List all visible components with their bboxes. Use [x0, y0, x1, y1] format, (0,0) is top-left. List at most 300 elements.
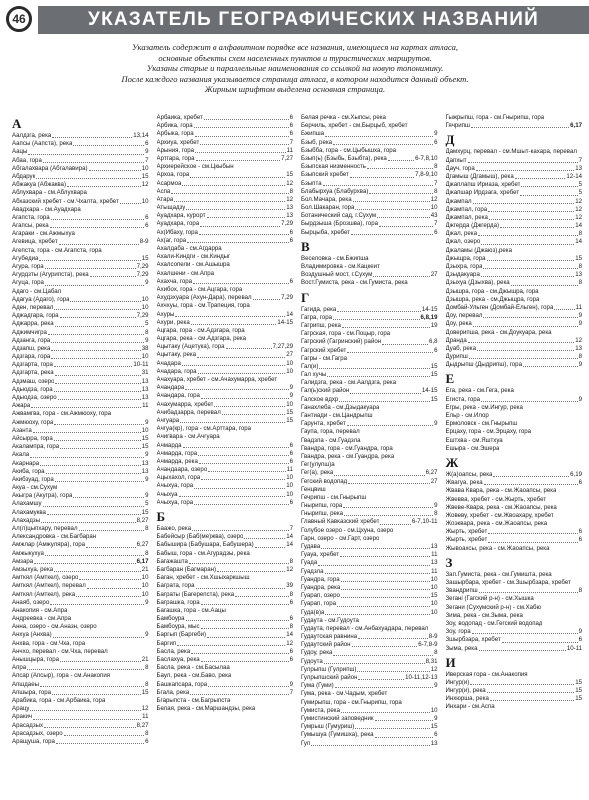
entry-page: 7	[578, 156, 582, 164]
entry-name: Агура, гора	[12, 263, 44, 270]
index-entry	[12, 378, 149, 386]
dot-leader	[194, 499, 288, 505]
dot-leader	[180, 417, 285, 423]
entry-page: 15	[286, 416, 293, 424]
index-entry	[301, 641, 438, 649]
entry-name: Баул, река - см.Баво, река	[156, 672, 232, 680]
entry-name: Ахури, река	[156, 318, 190, 326]
dot-leader	[344, 510, 433, 516]
dot-leader	[89, 165, 141, 171]
entry-page: 10	[286, 359, 293, 367]
entry-page: 9	[578, 312, 582, 320]
section-letter: Ж	[445, 454, 459, 470]
index-entry	[446, 404, 583, 412]
dot-leader	[481, 396, 578, 402]
dot-leader	[199, 458, 289, 464]
index-entry	[12, 541, 149, 549]
entry-name: Амжлар (Амжулярa), гора	[12, 541, 86, 549]
entry-name: Авадхара - см.Ауадхара	[12, 205, 81, 213]
entry-name: Гудаутская равнина	[301, 633, 358, 641]
entry-name: Анчхо, перевал - см.Чха, перевал	[12, 647, 108, 655]
entry-page: 12	[286, 179, 293, 187]
dot-leader	[348, 478, 430, 484]
entry-page: 10	[141, 164, 149, 172]
index-entry	[12, 337, 149, 345]
entry-name: Басла, река	[156, 647, 191, 655]
intro-line: После каждого названия указывается страница атласа, в котором находится данный объект.	[121, 73, 469, 84]
dot-leader	[208, 466, 285, 472]
entry-name: Бол.Шакаран, гора	[301, 204, 355, 212]
index-entry	[446, 329, 583, 337]
entry-name: Аапсы (Аапста), река	[12, 140, 73, 148]
entry-name: Дзыхра, гора	[445, 263, 483, 270]
entry-name: Акыгра (Акугра), гора	[12, 492, 73, 500]
entry-name: Ахали-Киндги - см.Киндыг	[156, 253, 231, 261]
dot-leader	[380, 518, 410, 524]
entry-name: Галское вдхр	[301, 395, 339, 403]
entry-name: Ахахча, гора	[156, 277, 193, 285]
entry-page: 13	[286, 204, 293, 212]
entry-page: 10	[286, 482, 293, 490]
entry-name: Баслахуа, река	[156, 656, 200, 663]
index-entry	[301, 592, 438, 600]
entry-name: Гуада	[301, 559, 318, 567]
dot-leader	[477, 345, 574, 351]
entry-name: Джал, озеро	[445, 238, 481, 246]
entry-page: 15	[286, 408, 293, 416]
index-entry	[446, 479, 583, 487]
index-entry	[157, 163, 294, 171]
index-entry	[157, 591, 294, 599]
entry-page: 5	[145, 320, 149, 328]
entry-name: Гумиста, река	[301, 706, 340, 714]
entry-name: Зоу, водопад - см.Гегский водопад	[445, 619, 543, 627]
entry-page: 13	[141, 377, 149, 385]
entry-page: 14	[575, 238, 582, 246]
index-entry	[446, 695, 583, 703]
entry-page: 8	[434, 649, 438, 657]
entry-page: 10	[141, 574, 149, 582]
index-entry	[12, 599, 149, 607]
entry-page: 15	[141, 172, 149, 180]
index-entry	[157, 368, 294, 376]
dot-leader	[195, 130, 289, 136]
entry-page: 5	[578, 189, 582, 197]
index-entry	[12, 574, 149, 582]
entry-name: Гаупа, гора, перевал	[301, 428, 360, 436]
entry-name: Амзыхуа, река	[12, 565, 54, 573]
entry-page: 9	[289, 392, 293, 400]
entry-name: Анаяб, озеро	[12, 598, 50, 606]
index-entry	[12, 214, 149, 222]
entry-name: Бырцыба, хребет	[301, 228, 350, 236]
entry-name: Гарунта, хребет	[301, 420, 346, 428]
entry-name: Арыния, гора	[156, 146, 195, 154]
entry-name: Акарнара	[12, 459, 40, 467]
entry-page: 11	[286, 466, 293, 474]
entry-page: 6-7,8-9	[418, 641, 438, 649]
index-entry	[446, 189, 583, 197]
entry-page: 7,29	[136, 312, 149, 320]
entry-name: Егиста, гора	[445, 395, 480, 403]
entry-name: Зима, река - см.Зыма, река	[445, 611, 523, 619]
entry-name: Агапста, гора	[12, 213, 50, 221]
entry-page: 15	[575, 254, 582, 262]
entry-name: Андреевка - см.Апра	[12, 615, 72, 623]
entry-name: Зегани (Сухумский р-н) - см.Хабю	[445, 603, 542, 611]
index-entry	[12, 533, 149, 541]
entry-name: Ачандара	[156, 384, 185, 392]
index-entry	[12, 484, 149, 492]
dot-leader	[36, 173, 140, 179]
index-entry	[12, 656, 149, 664]
entry-page: 7,29	[281, 220, 293, 228]
dot-leader	[90, 271, 136, 277]
entry-name: Жоэкварa, река - см.Жаоапсы, река	[445, 520, 548, 528]
entry-name: Гвадзла - см.Гуадзла	[301, 436, 361, 444]
entry-name: Галидзга, река - см.Аалдзга, река	[301, 379, 397, 387]
index-entry	[301, 122, 438, 130]
dot-leader	[87, 582, 141, 588]
dot-leader	[487, 255, 575, 261]
dot-leader	[40, 681, 144, 687]
entry-name: Инхюрша, река	[445, 695, 489, 703]
entry-name: Гуарап, озеро	[301, 592, 340, 600]
entry-name: Егры, река - см.Ингур, река	[445, 403, 523, 411]
entry-page: 6	[145, 140, 149, 148]
entry-name: Амжыкухуа	[12, 549, 44, 557]
dot-leader	[30, 705, 140, 711]
entry-page: 14	[286, 631, 293, 639]
entry-page: 13	[430, 739, 438, 747]
entry-name: Апшдаеы	[12, 680, 39, 688]
dot-leader	[52, 689, 141, 695]
entry-name: Бгарыпста - см.Багрыпста	[156, 696, 231, 704]
entry-page: 15	[141, 254, 149, 262]
dot-leader	[321, 543, 429, 549]
index-entry	[12, 173, 149, 181]
index-entry	[12, 148, 149, 156]
entry-name: Адзгарта, гора	[12, 361, 53, 369]
entry-name: Ахалсопели - см.Ашышра	[156, 261, 230, 269]
entry-page: 8	[289, 623, 293, 631]
index-entry	[157, 188, 294, 196]
dot-leader	[347, 420, 433, 426]
index-entry	[446, 271, 583, 279]
index-entry	[446, 636, 583, 644]
entry-name: Бзыпта	[301, 179, 322, 187]
index-entry	[12, 353, 149, 361]
entry-name: Ганахлеба - см.Дзыдакуара	[301, 403, 380, 411]
dot-leader	[520, 189, 577, 195]
dot-leader	[50, 599, 144, 605]
entry-name: Аспа	[156, 187, 171, 195]
entry-page: 15	[575, 687, 582, 695]
entry-page: 10	[286, 400, 293, 408]
entry-name: Абгалахвара (Абгалавира)	[12, 164, 88, 172]
index-entry	[301, 171, 438, 179]
entry-name: Апра	[12, 664, 27, 672]
entry-page: 6	[434, 731, 438, 739]
entry-page: 12	[141, 181, 149, 189]
entry-name: Доу, река	[445, 320, 472, 328]
section-letter: З	[445, 554, 453, 570]
index-columns	[8, 114, 586, 798]
entry-name: Агепста, гора - см.Агапста, гора	[12, 246, 102, 254]
dot-leader	[195, 147, 286, 153]
entry-name: Джапшар Ирдзага, хребет	[445, 189, 520, 197]
index-entry	[12, 672, 149, 680]
entry-name: Акуа - см.Сухум	[12, 484, 58, 492]
entry-name: Адзапш, река	[12, 344, 51, 352]
dot-leader	[484, 479, 578, 485]
entry-name: Ахчхуы, гора - см.Трапеция, гора	[156, 302, 250, 310]
index-entry	[301, 220, 438, 228]
entry-page: 6	[289, 457, 293, 465]
index-entry	[446, 437, 583, 445]
entry-name: Ах(аг, гора	[156, 236, 187, 244]
entry-name: Голубое озеро - см.Цхуна, озеро	[301, 526, 394, 534]
entry-name: Гумистинский заповедник	[301, 714, 374, 722]
index-entry	[301, 130, 438, 138]
entry-name: Зашырбара, хребет - см.Зшырбзара, хребет	[445, 579, 571, 586]
dot-leader	[323, 180, 434, 186]
dot-leader	[481, 271, 574, 277]
entry-page: 10-11	[133, 361, 149, 369]
index-entry	[12, 345, 149, 353]
dot-leader	[27, 664, 144, 670]
dot-leader	[199, 229, 289, 235]
entry-name: Гума (Гуми)	[301, 682, 334, 690]
entry-page: 7,29	[136, 263, 149, 270]
entry-name: Басла, река - см.Басылаа	[156, 664, 230, 672]
index-entry	[157, 376, 294, 384]
index-entry	[157, 253, 294, 261]
dot-leader	[33, 713, 141, 719]
index-entry	[446, 263, 583, 271]
index-entry	[12, 664, 149, 672]
index-entry	[12, 402, 149, 410]
entry-name: Бабыш, гора - см.Агурадзы, река	[156, 549, 250, 557]
dot-leader	[55, 369, 141, 375]
index-entry	[157, 327, 294, 335]
entry-name: Ачибадзарра, перевал	[156, 408, 221, 416]
dot-leader	[40, 460, 141, 466]
dot-leader	[377, 212, 430, 218]
entry-page: 14	[575, 222, 582, 230]
entry-page: 6	[578, 528, 582, 536]
index-entry	[301, 196, 438, 204]
index-entry	[301, 279, 438, 287]
entry-page: 15	[575, 678, 582, 686]
entry-page: 6	[289, 277, 293, 285]
entry-page: 43	[430, 212, 438, 220]
entry-page: 6	[289, 615, 293, 623]
index-entry	[12, 591, 149, 599]
entry-page: 14	[286, 533, 293, 541]
entry-name: Ацгара, река - см.Адзгара, река	[156, 335, 247, 343]
index-entry	[12, 713, 149, 721]
dot-leader	[479, 645, 566, 651]
entry-name: Звандрипш	[445, 587, 478, 595]
entry-name: Гуп	[301, 739, 311, 747]
entry-page: 10	[430, 575, 438, 583]
entry-name: Арбаика, хребет	[156, 114, 203, 121]
index-entry	[301, 139, 438, 147]
entry-name: Аацы	[12, 148, 28, 156]
entry-page: 6	[145, 737, 149, 745]
entry-page: 9	[578, 628, 582, 636]
title-banner	[38, 6, 589, 34]
entry-name: Ачгуара	[156, 416, 180, 424]
index-entry	[446, 520, 583, 528]
entry-page: 8	[145, 729, 149, 737]
entry-page: 8	[578, 587, 582, 595]
index-entry	[301, 428, 438, 436]
dot-leader	[339, 396, 429, 402]
entry-name: Баграшка, гора	[156, 598, 200, 606]
dot-leader	[469, 353, 578, 359]
entry-page: 9	[434, 714, 438, 722]
entry-page: 10	[141, 582, 149, 590]
entry-page: 8	[289, 590, 293, 598]
dot-leader	[341, 592, 430, 598]
entry-name: Гвандра, гора - см.Гуандра, гора	[301, 444, 393, 452]
entry-page: 8-9	[428, 633, 438, 641]
entry-page: 15	[141, 508, 149, 516]
entry-page: 9	[145, 475, 149, 483]
index-entry	[301, 347, 438, 355]
entry-name: Бамбоура, мыс	[156, 623, 200, 631]
entry-name: Гечрипш - см.Гнырыпш	[301, 493, 367, 501]
entry-name: Гуандра, река	[301, 583, 341, 591]
dot-leader	[473, 198, 575, 204]
dot-leader	[327, 371, 429, 377]
entry-name: Ачыхуа	[156, 490, 178, 498]
entry-page: 12	[286, 639, 293, 647]
index-entry	[157, 155, 294, 163]
entry-page: 9	[145, 451, 149, 459]
index-entry	[12, 517, 149, 525]
entry-name: Алахамуква	[12, 508, 46, 516]
index-entry	[301, 437, 438, 445]
entry-page: 27	[430, 477, 438, 485]
index-entry	[446, 387, 583, 395]
dot-leader	[50, 222, 144, 228]
index-entry	[12, 279, 149, 287]
index-entry	[446, 230, 583, 238]
entry-page: 7	[434, 179, 438, 187]
dot-leader	[334, 469, 424, 475]
index-entry	[12, 271, 149, 279]
entry-page: 14-15	[421, 387, 438, 395]
dot-leader	[51, 353, 140, 359]
index-entry	[12, 419, 149, 427]
index-entry	[12, 410, 149, 418]
entry-name: Гыжрыпш, гора - см.Гнырипш, гора	[445, 114, 545, 121]
entry-page: 6-7,10-11	[411, 518, 438, 526]
dot-leader	[226, 343, 272, 349]
entry-page: 9	[145, 598, 149, 606]
entry-name: Анна, озеро - см.Аназн, озеро	[12, 623, 97, 631]
index-entry	[301, 584, 438, 592]
index-entry	[446, 428, 583, 436]
entry-page: 8	[578, 353, 582, 361]
section-letter: Д	[445, 132, 455, 148]
entry-page: 19	[430, 321, 438, 329]
dot-leader	[217, 566, 285, 572]
entry-page: 8	[434, 187, 438, 195]
entry-name: Гегский водопад	[301, 477, 348, 485]
dot-leader	[511, 279, 578, 285]
entry-page: 14	[286, 310, 293, 318]
index-entry	[446, 396, 583, 404]
entry-page: 9	[145, 279, 149, 287]
entry-name: Владимировка - см.Кацкеит	[301, 263, 380, 270]
entry-page: 15	[430, 371, 438, 379]
entry-name: Белая речка - см.Хыпсы, река	[301, 114, 386, 121]
index-entry	[12, 288, 149, 296]
dot-leader	[470, 679, 574, 685]
entry-page: 6,17	[570, 122, 582, 130]
index-entry	[446, 412, 583, 420]
dot-leader	[483, 263, 577, 269]
dot-leader	[46, 468, 141, 474]
index-entry	[301, 510, 438, 518]
index-entry	[301, 609, 438, 617]
index-entry	[157, 245, 294, 253]
index-entry	[12, 558, 149, 566]
entry-page: 12	[575, 213, 582, 221]
entry-page: 7	[145, 156, 149, 164]
entry-name: Гуандра, гора	[301, 575, 340, 583]
entry-page: 10	[141, 353, 149, 361]
dot-leader	[190, 171, 285, 177]
index-entry	[12, 451, 149, 459]
entry-name: Ацытаку (Ацетука), гора	[156, 343, 225, 351]
dot-leader	[379, 220, 433, 226]
index-entry	[301, 617, 438, 625]
index-entry	[446, 587, 583, 595]
index-entry	[157, 384, 294, 392]
entry-name: Арацу	[12, 705, 30, 713]
entry-name: Агубедиа	[12, 254, 39, 262]
dot-leader	[52, 132, 132, 138]
index-entry	[157, 697, 294, 705]
entry-name: Гагра, гора	[301, 313, 332, 321]
entry-name: Бол.Мачара, река	[301, 195, 352, 203]
entry-page: 12	[575, 336, 582, 344]
entry-page: 7	[289, 138, 293, 146]
entry-name: Аджарра, река	[12, 320, 54, 328]
index-entry	[446, 536, 583, 544]
dot-leader	[373, 271, 429, 277]
entry-name: Ачыхуа, гора	[156, 482, 194, 490]
index-entry	[12, 500, 149, 508]
entry-name: Ачмарда, река	[156, 457, 198, 465]
entry-page: 6	[289, 228, 293, 236]
index-entry	[301, 114, 438, 122]
dot-leader	[47, 509, 141, 515]
entry-page: 15	[430, 395, 438, 403]
index-entry	[12, 329, 149, 337]
entry-name: Арасадзых, озеро	[12, 729, 63, 737]
index-entry	[301, 576, 438, 584]
index-entry	[446, 628, 583, 636]
entry-name: Башкапсара, гора	[156, 680, 208, 688]
entry-page: 14-15	[277, 318, 293, 326]
index-entry	[12, 566, 149, 574]
